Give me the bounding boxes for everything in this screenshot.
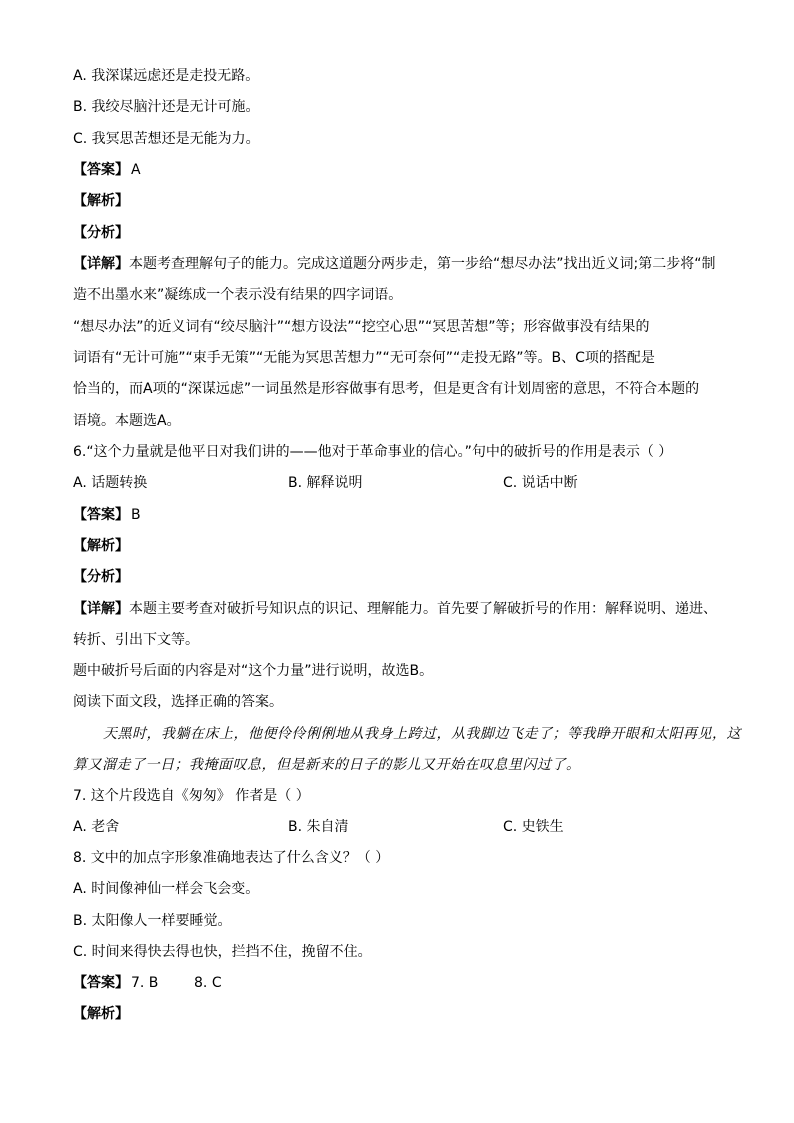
q6-detail-line-3: 题中破折号后面的内容是对“这个力量”进行说明，故选B。	[73, 663, 434, 679]
q8-stem: 8. 文中的加点字形象准确地表达了什么含义？（ ）	[73, 850, 390, 866]
q5-answer-row	[73, 159, 141, 181]
q5-detail-line-3: “想尽办法”的近义词有“绞尽脑汁”“想方设法”“挖空心思”“冥思苦想”等；形容做事没有结果的	[73, 319, 650, 335]
answer-label: 【答案】	[73, 162, 129, 178]
q8-option-a: A. 时间像神仙一样会飞会变。	[73, 881, 260, 897]
q8-option-b: B. 太阳像人一样要睡觉。	[73, 913, 232, 929]
q6-stem: 6.“这个力量就是他平日对我们讲的——他对于革命事业的信心。”句中的破折号的作用是表示（ ）	[73, 444, 673, 460]
q5-detail-line-6: 语境。本题选A。	[73, 413, 181, 429]
q6-answer-row	[73, 504, 141, 526]
q5-detail-line-2: 造不出墨水来”凝练成一个表示没有结果的四字词语。	[73, 287, 403, 303]
answer-label: 【答案】	[73, 507, 129, 523]
detail-label: 【详解】	[73, 256, 129, 272]
q78-answer-row	[73, 972, 222, 994]
passage-line-2: 算又溜走了一日；我掩面叹息，但是新来的日子的影儿又开始在叹息里闪过了。	[73, 757, 581, 773]
q6-option-c: C. 说话中断	[503, 475, 578, 491]
q5-detail-line-4: 词语有“无计可施”“束手无策”“无能为冥思苦想力”“无可奈何”“走投无路”等。B、C项的搭配是	[73, 350, 655, 366]
analysis-label: 【解析】	[73, 1006, 129, 1022]
q5-option-a: A. 我深谋远虑还是走投无路。	[73, 68, 260, 84]
fenxi-label: 【分析】	[73, 569, 129, 585]
fenxi-label: 【分析】	[73, 225, 129, 241]
analysis-label: 【解析】	[73, 538, 129, 554]
answer-label: 【答案】	[73, 975, 129, 991]
q5-option-c: C. 我冥思苦想还是无能为力。	[73, 131, 260, 147]
q6-detail-line-2: 转折、引出下文等。	[73, 632, 199, 648]
q7-option-a: A. 老舍	[73, 819, 120, 835]
q7-option-c: C. 史铁生	[503, 819, 564, 835]
q7-options-row	[73, 816, 713, 838]
passage-line-1: 天黑时，我躺在床上，他便伶伶俐俐地从我身上跨过，从我脚边飞走了；等我睁开眼和太阳再见，这	[103, 726, 741, 742]
analysis-label: 【解析】	[73, 193, 129, 209]
q6-option-b: B. 解释说明	[288, 475, 363, 491]
q7-stem: 7. 这个片段选自《匆匆》 作者是（ ）	[73, 788, 310, 804]
reading-instruction: 阅读下面文段，选择正确的答案。	[73, 694, 283, 710]
answer-value: B	[131, 507, 141, 523]
q5-detail-line-5: 恰当的，而A项的“深谋远虑”一词虽然是形容做事有思考，但是更含有计划周密的意思，不符合本题的	[73, 381, 700, 397]
q6-detail-line-1	[73, 598, 717, 620]
detail-label: 【详解】	[73, 601, 129, 617]
detail-text: 本题主要考查对破折号知识点的识记、理解能力。首先要了解破折号的作用：解释说明、递进、	[129, 601, 717, 617]
detail-text: 本题考查理解句子的能力。完成这道题分两步走，第一步给“想尽办法”找出近义词;第二步将“制	[129, 256, 716, 272]
q8-option-c: C. 时间来得快去得也快，拦挡不住，挽留不住。	[73, 944, 372, 960]
q6-option-a: A. 话题转换	[73, 475, 148, 491]
q5-detail-line-1	[73, 253, 715, 275]
answer-value: A	[131, 162, 141, 178]
answer-value: 7. B 8. C	[131, 975, 222, 991]
q6-options-row	[73, 472, 713, 494]
q5-option-b: B. 我绞尽脑汁还是无计可施。	[73, 99, 260, 115]
q7-option-b: B. 朱自清	[288, 819, 349, 835]
